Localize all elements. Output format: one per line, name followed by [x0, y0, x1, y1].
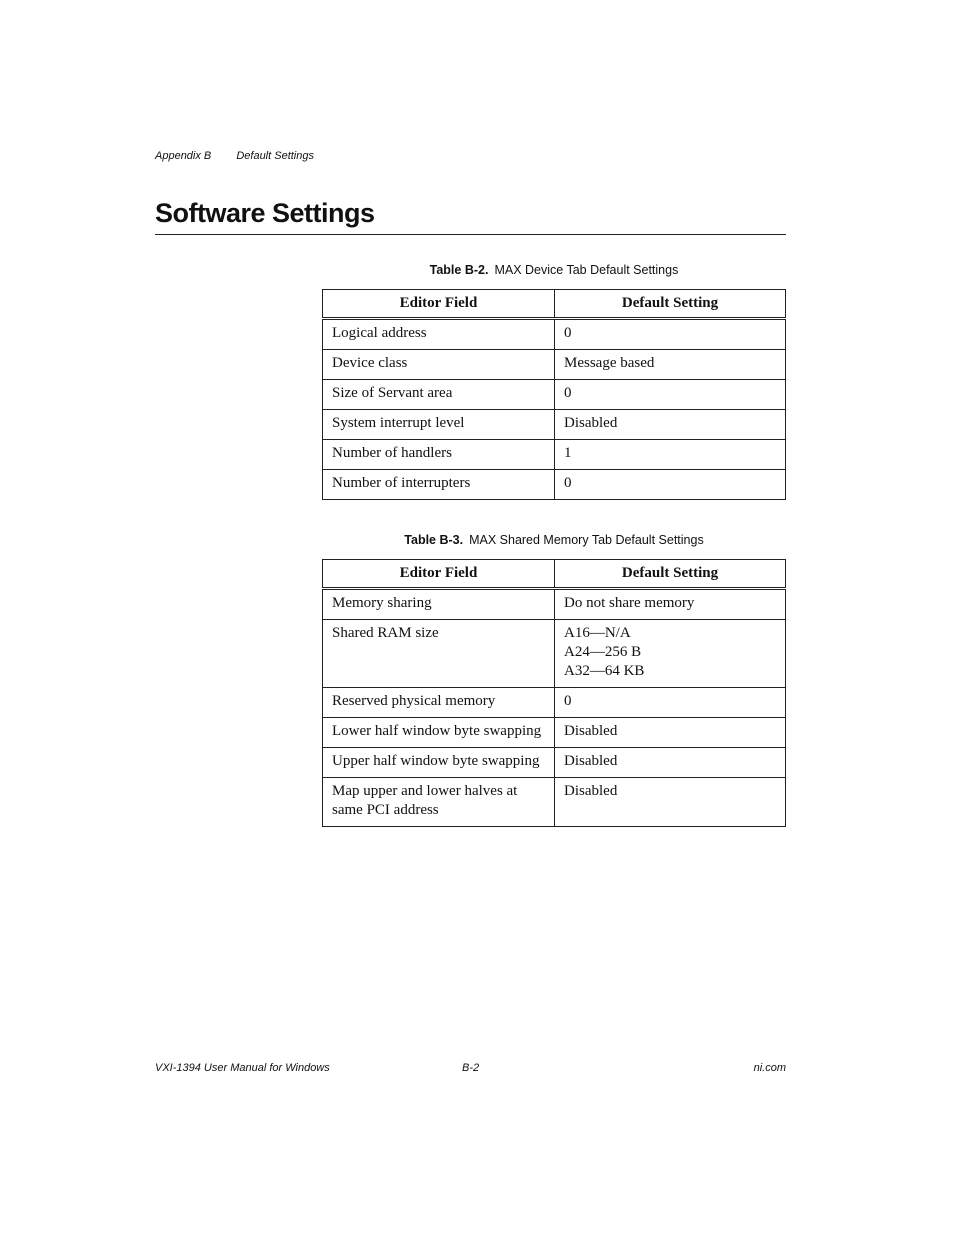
- default-setting-cell: [555, 620, 786, 688]
- header-section: Appendix B: [155, 150, 212, 162]
- setting-line: A16—N/A: [564, 625, 631, 641]
- footer-manual-title: VXI-1394 User Manual for Windows: [155, 1062, 330, 1074]
- table-b2-caption-text: MAX Device Tab Default Settings: [494, 263, 679, 277]
- column-header-default-setting: Default Setting: [555, 290, 786, 319]
- default-setting-cell: Disabled: [555, 748, 786, 778]
- page-title: Software Settings: [155, 198, 375, 228]
- table-b2-caption: [322, 263, 786, 277]
- default-setting-cell: Message based: [555, 350, 786, 380]
- footer-page-number: B-2: [462, 1062, 480, 1074]
- table-row: [323, 470, 786, 500]
- editor-field-cell: Map upper and lower halves at same PCI address: [323, 778, 555, 827]
- setting-line: A32—64 KB: [564, 663, 645, 679]
- table-row: [323, 778, 786, 827]
- table-row: [323, 620, 786, 688]
- table-row: [323, 410, 786, 440]
- editor-field-cell: Number of handlers: [323, 440, 555, 470]
- default-setting-cell: 0: [555, 319, 786, 350]
- setting-line: A24—256 B: [564, 644, 642, 660]
- table-row: [323, 718, 786, 748]
- editor-field-cell: Lower half window byte swapping: [323, 718, 555, 748]
- table-b2: [322, 289, 786, 500]
- default-setting-cell: 0: [555, 380, 786, 410]
- table-row: [323, 380, 786, 410]
- footer-website: ni.com: [753, 1062, 786, 1074]
- editor-field-cell: Logical address: [323, 319, 555, 350]
- column-header-editor-field: Editor Field: [323, 290, 555, 319]
- table-b3: [322, 559, 786, 827]
- editor-field-cell: Memory sharing: [323, 589, 555, 620]
- editor-field-cell: Size of Servant area: [323, 380, 555, 410]
- default-setting-cell: Disabled: [555, 718, 786, 748]
- table-row: [323, 688, 786, 718]
- default-setting-cell: 0: [555, 470, 786, 500]
- default-setting-cell: 1: [555, 440, 786, 470]
- default-setting-cell: Do not share memory: [555, 589, 786, 620]
- table-row: [323, 748, 786, 778]
- table-b2-caption-label: Table B-2.: [429, 263, 489, 277]
- editor-field-cell: Number of interrupters: [323, 470, 555, 500]
- editor-field-cell: Device class: [323, 350, 555, 380]
- table-row: [323, 350, 786, 380]
- editor-field-cell: Reserved physical memory: [323, 688, 555, 718]
- table-row: [323, 319, 786, 350]
- default-setting-cell: 0: [555, 688, 786, 718]
- table-b3-caption-text: MAX Shared Memory Tab Default Settings: [469, 533, 704, 547]
- column-header-editor-field: Editor Field: [323, 560, 555, 589]
- table-row: [323, 440, 786, 470]
- table-header-row: [323, 560, 786, 589]
- title-rule: [155, 234, 786, 235]
- default-setting-cell: Disabled: [555, 410, 786, 440]
- running-header: [155, 150, 314, 162]
- default-setting-cell: Disabled: [555, 778, 786, 827]
- editor-field-cell: Shared RAM size: [323, 620, 555, 688]
- table-b3-caption: [322, 533, 786, 547]
- table-row: [323, 589, 786, 620]
- table-b3-caption-label: Table B-3.: [404, 533, 464, 547]
- editor-field-cell: Upper half window byte swapping: [323, 748, 555, 778]
- header-chapter: Default Settings: [236, 150, 314, 162]
- editor-field-cell: System interrupt level: [323, 410, 555, 440]
- column-header-default-setting: Default Setting: [555, 560, 786, 589]
- table-header-row: [323, 290, 786, 319]
